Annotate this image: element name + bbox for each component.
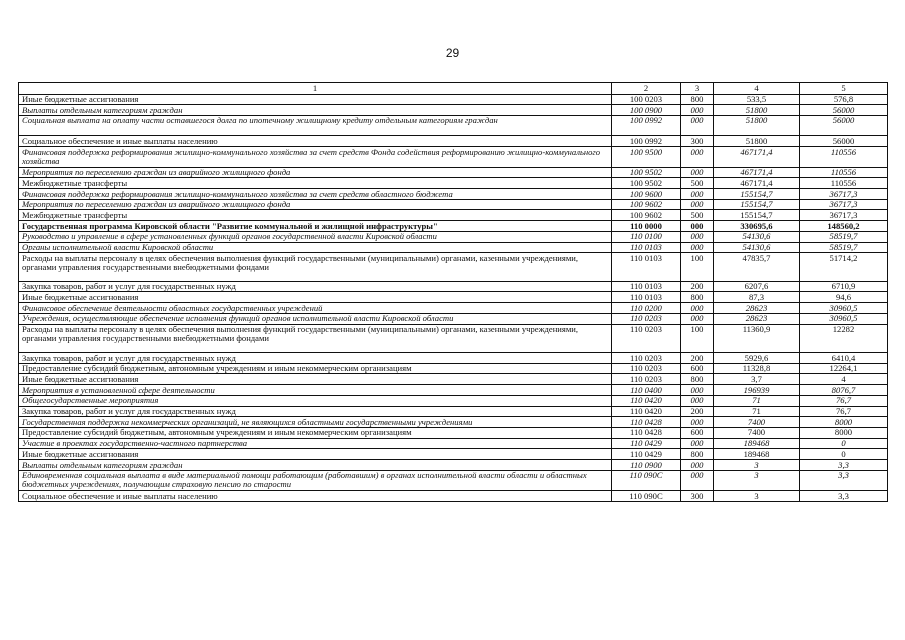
row-code-cell: 110 0103 xyxy=(612,242,681,253)
column-header-type: 3 xyxy=(681,83,714,95)
table-row xyxy=(19,395,888,406)
row-amount-4-cell: 11328,8 xyxy=(714,363,800,374)
table-row xyxy=(19,242,888,253)
row-amount-5-cell: 51714,2 xyxy=(800,253,888,282)
table-row xyxy=(19,363,888,374)
row-type-cell: 000 xyxy=(681,385,714,396)
row-type-cell: 000 xyxy=(681,147,714,168)
row-type-cell: 200 xyxy=(681,353,714,364)
row-type-cell: 000 xyxy=(681,417,714,428)
row-name-cell: Предоставление субсидий бюджетным, автономным учреждениям и иным некоммерческим организациям xyxy=(19,427,612,438)
row-name-cell: Мероприятия в установленной сфере деятельности xyxy=(19,385,612,396)
row-code-cell: 100 9500 xyxy=(612,147,681,168)
row-name-cell: Участие в проектах государственно-частного партнерства xyxy=(19,438,612,449)
row-amount-5-cell: 30960,5 xyxy=(800,313,888,324)
row-name-cell: Социальная выплата на оплату части оставшегося долга по ипотечному жилищному кредиту отдельным категориям граждан xyxy=(19,115,612,136)
row-amount-4-cell: 51800 xyxy=(714,115,800,136)
row-amount-4-cell: 533,5 xyxy=(714,94,800,105)
row-amount-4-cell: 51800 xyxy=(714,105,800,116)
row-type-cell: 800 xyxy=(681,292,714,303)
row-amount-4-cell: 196939 xyxy=(714,385,800,396)
table-row xyxy=(19,324,888,353)
row-name-cell: Выплаты отдельным категориям граждан xyxy=(19,460,612,471)
row-amount-5-cell: 3,3 xyxy=(800,470,888,491)
row-name-cell: Финансовое обеспечение деятельности областных государственных учреждений xyxy=(19,303,612,314)
row-name-cell: Государственная программа Кировской области "Развитие коммунальной и жилищной инфраструктуры" xyxy=(19,221,612,232)
row-amount-4-cell: 189468 xyxy=(714,449,800,460)
row-code-cell: 110 0420 xyxy=(612,406,681,417)
table-row xyxy=(19,438,888,449)
page-number: 29 xyxy=(445,46,460,60)
table-row xyxy=(19,353,888,364)
row-code-cell: 110 0203 xyxy=(612,313,681,324)
row-amount-5-cell: 36717,3 xyxy=(800,210,888,221)
row-type-cell: 800 xyxy=(681,94,714,105)
row-amount-5-cell: 8000 xyxy=(800,417,888,428)
row-code-cell: 110 0900 xyxy=(612,460,681,471)
row-amount-5-cell: 8076,7 xyxy=(800,385,888,396)
row-type-cell: 200 xyxy=(681,406,714,417)
row-code-cell: 100 9502 xyxy=(612,178,681,189)
row-code-cell: 110 0103 xyxy=(612,292,681,303)
row-type-cell: 000 xyxy=(681,438,714,449)
row-code-cell: 110 090C xyxy=(612,470,681,491)
row-type-cell: 000 xyxy=(681,460,714,471)
table-row xyxy=(19,313,888,324)
table-row xyxy=(19,460,888,471)
row-amount-5-cell: 8000 xyxy=(800,427,888,438)
row-type-cell: 100 xyxy=(681,253,714,282)
row-code-cell: 110 0203 xyxy=(612,374,681,385)
table-row xyxy=(19,406,888,417)
row-name-cell: Социальное обеспечение и иные выплаты населению xyxy=(19,136,612,147)
row-name-cell: Расходы на выплаты персоналу в целях обеспечения выполнения функций государственными (муниципальными) органами, казенными учреждениями, органами управления государственными внебюджетными фондами xyxy=(19,253,612,282)
row-type-cell: 000 xyxy=(681,242,714,253)
row-amount-4-cell: 155154,7 xyxy=(714,210,800,221)
table-row xyxy=(19,136,888,147)
row-code-cell: 110 0428 xyxy=(612,427,681,438)
row-type-cell: 500 xyxy=(681,178,714,189)
table-row xyxy=(19,470,888,491)
table-row xyxy=(19,115,888,136)
row-code-cell: 110 0200 xyxy=(612,303,681,314)
row-amount-4-cell: 6207,6 xyxy=(714,281,800,292)
row-name-cell: Предоставление субсидий бюджетным, автономным учреждениям и иным некоммерческим организациям xyxy=(19,363,612,374)
table-row xyxy=(19,189,888,200)
row-code-cell: 110 0420 xyxy=(612,395,681,406)
row-amount-4-cell: 155154,7 xyxy=(714,199,800,210)
row-code-cell: 110 0100 xyxy=(612,231,681,242)
row-name-cell: Иные бюджетные ассигнования xyxy=(19,449,612,460)
row-amount-5-cell: 110556 xyxy=(800,167,888,178)
row-code-cell: 110 0103 xyxy=(612,281,681,292)
row-name-cell: Социальное обеспечение и иные выплаты населению xyxy=(19,491,612,502)
row-name-cell: Государственная поддержка некоммерческих организаций, не являющихся областными государственными учреждениями xyxy=(19,417,612,428)
row-type-cell: 000 xyxy=(681,313,714,324)
table-row xyxy=(19,199,888,210)
table-row xyxy=(19,491,888,502)
column-header-code: 2 xyxy=(612,83,681,95)
row-amount-4-cell: 47835,7 xyxy=(714,253,800,282)
row-amount-4-cell: 7400 xyxy=(714,427,800,438)
row-code-cell: 110 0103 xyxy=(612,253,681,282)
row-name-cell: Мероприятия по переселению граждан из аварийного жилищного фонда xyxy=(19,167,612,178)
row-name-cell: Закупка товаров, работ и услуг для государственных нужд xyxy=(19,406,612,417)
row-type-cell: 300 xyxy=(681,491,714,502)
row-code-cell: 110 090C xyxy=(612,491,681,502)
table-row xyxy=(19,449,888,460)
row-type-cell: 800 xyxy=(681,374,714,385)
table-row xyxy=(19,178,888,189)
row-type-cell: 000 xyxy=(681,470,714,491)
row-amount-4-cell: 155154,7 xyxy=(714,189,800,200)
row-amount-5-cell: 4 xyxy=(800,374,888,385)
row-code-cell: 110 0400 xyxy=(612,385,681,396)
row-type-cell: 000 xyxy=(681,221,714,232)
row-amount-5-cell: 12264,1 xyxy=(800,363,888,374)
row-amount-5-cell: 6410,4 xyxy=(800,353,888,364)
row-amount-5-cell: 110556 xyxy=(800,178,888,189)
table-row xyxy=(19,374,888,385)
row-code-cell: 110 0428 xyxy=(612,417,681,428)
row-type-cell: 600 xyxy=(681,427,714,438)
row-code-cell: 110 0203 xyxy=(612,324,681,353)
row-amount-5-cell: 56000 xyxy=(800,105,888,116)
row-amount-4-cell: 3 xyxy=(714,491,800,502)
row-code-cell: 100 9502 xyxy=(612,167,681,178)
row-amount-4-cell: 51800 xyxy=(714,136,800,147)
row-amount-5-cell: 3,3 xyxy=(800,491,888,502)
row-name-cell: Расходы на выплаты персоналу в целях обеспечения выполнения функций государственными (муниципальными) органами, казенными учреждениями, органами управления государственными внебюджетными фондами xyxy=(19,324,612,353)
row-amount-5-cell: 36717,3 xyxy=(800,199,888,210)
table-row xyxy=(19,281,888,292)
row-name-cell: Учреждения, осуществляющие обеспечение исполнения функций органов исполнительной власти Кировской области xyxy=(19,313,612,324)
row-amount-5-cell: 0 xyxy=(800,449,888,460)
row-type-cell: 000 xyxy=(681,199,714,210)
row-amount-5-cell: 6710,9 xyxy=(800,281,888,292)
row-type-cell: 300 xyxy=(681,136,714,147)
row-amount-5-cell: 58519,7 xyxy=(800,231,888,242)
row-amount-5-cell: 36717,3 xyxy=(800,189,888,200)
row-amount-4-cell: 189468 xyxy=(714,438,800,449)
row-type-cell: 600 xyxy=(681,363,714,374)
table-row xyxy=(19,94,888,105)
row-code-cell: 110 0000 xyxy=(612,221,681,232)
row-type-cell: 000 xyxy=(681,167,714,178)
column-header-name: 1 xyxy=(19,83,612,95)
table-row xyxy=(19,231,888,242)
row-amount-4-cell: 3,7 xyxy=(714,374,800,385)
table-row xyxy=(19,417,888,428)
table-row xyxy=(19,292,888,303)
row-amount-5-cell: 0 xyxy=(800,438,888,449)
table-row xyxy=(19,303,888,314)
row-amount-4-cell: 330695,6 xyxy=(714,221,800,232)
row-type-cell: 000 xyxy=(681,115,714,136)
row-amount-5-cell: 12282 xyxy=(800,324,888,353)
column-header-amount-4: 4 xyxy=(714,83,800,95)
row-name-cell: Межбюджетные трансферты xyxy=(19,178,612,189)
row-code-cell: 100 0992 xyxy=(612,115,681,136)
row-amount-4-cell: 467171,4 xyxy=(714,147,800,168)
table-row xyxy=(19,210,888,221)
table-row xyxy=(19,385,888,396)
row-name-cell: Закупка товаров, работ и услуг для государственных нужд xyxy=(19,281,612,292)
row-amount-5-cell: 110556 xyxy=(800,147,888,168)
row-amount-4-cell: 7400 xyxy=(714,417,800,428)
table-row xyxy=(19,105,888,116)
row-amount-4-cell: 467171,4 xyxy=(714,167,800,178)
row-type-cell: 800 xyxy=(681,449,714,460)
row-amount-5-cell: 58519,7 xyxy=(800,242,888,253)
row-name-cell: Мероприятия по переселению граждан из аварийного жилищного фонда xyxy=(19,199,612,210)
row-type-cell: 100 xyxy=(681,324,714,353)
row-name-cell: Иные бюджетные ассигнования xyxy=(19,374,612,385)
row-amount-4-cell: 5929,6 xyxy=(714,353,800,364)
row-amount-4-cell: 28623 xyxy=(714,303,800,314)
row-type-cell: 000 xyxy=(681,189,714,200)
row-amount-5-cell: 576,8 xyxy=(800,94,888,105)
row-amount-4-cell: 87,3 xyxy=(714,292,800,303)
row-code-cell: 100 9600 xyxy=(612,189,681,200)
row-name-cell: Руководство и управление в сфере установленных функций органов государственной власти Кировской области xyxy=(19,231,612,242)
table-row xyxy=(19,427,888,438)
row-name-cell: Финансовая поддержка реформирования жилищно-коммунального хозяйства за счет средств областного бюджета xyxy=(19,189,612,200)
row-amount-5-cell: 76,7 xyxy=(800,406,888,417)
row-type-cell: 000 xyxy=(681,303,714,314)
row-code-cell: 110 0429 xyxy=(612,438,681,449)
table-header-row xyxy=(19,83,888,95)
row-amount-5-cell: 56000 xyxy=(800,136,888,147)
row-amount-4-cell: 28623 xyxy=(714,313,800,324)
row-amount-4-cell: 71 xyxy=(714,406,800,417)
row-code-cell: 100 9602 xyxy=(612,210,681,221)
row-name-cell: Закупка товаров, работ и услуг для государственных нужд xyxy=(19,353,612,364)
row-amount-4-cell: 71 xyxy=(714,395,800,406)
row-name-cell: Органы исполнительной власти Кировской области xyxy=(19,242,612,253)
row-code-cell: 110 0203 xyxy=(612,363,681,374)
row-amount-4-cell: 11360,9 xyxy=(714,324,800,353)
row-amount-4-cell: 54130,6 xyxy=(714,242,800,253)
row-type-cell: 000 xyxy=(681,395,714,406)
table-row xyxy=(19,167,888,178)
row-type-cell: 500 xyxy=(681,210,714,221)
row-amount-4-cell: 467171,4 xyxy=(714,178,800,189)
row-code-cell: 100 0992 xyxy=(612,136,681,147)
row-name-cell: Иные бюджетные ассигнования xyxy=(19,94,612,105)
row-code-cell: 110 0429 xyxy=(612,449,681,460)
budget-table xyxy=(18,82,888,502)
table-row xyxy=(19,253,888,282)
row-amount-4-cell: 3 xyxy=(714,470,800,491)
table-row xyxy=(19,221,888,232)
row-amount-4-cell: 54130,6 xyxy=(714,231,800,242)
row-code-cell: 110 0203 xyxy=(612,353,681,364)
row-amount-5-cell: 148560,2 xyxy=(800,221,888,232)
row-amount-5-cell: 3,3 xyxy=(800,460,888,471)
row-type-cell: 200 xyxy=(681,281,714,292)
row-name-cell: Общегосударственные мероприятия xyxy=(19,395,612,406)
row-amount-5-cell: 94,6 xyxy=(800,292,888,303)
row-code-cell: 100 0900 xyxy=(612,105,681,116)
row-type-cell: 000 xyxy=(681,231,714,242)
row-code-cell: 100 0203 xyxy=(612,94,681,105)
row-amount-5-cell: 30960,5 xyxy=(800,303,888,314)
table-row xyxy=(19,147,888,168)
row-code-cell: 100 9602 xyxy=(612,199,681,210)
row-name-cell: Иные бюджетные ассигнования xyxy=(19,292,612,303)
row-amount-4-cell: 3 xyxy=(714,460,800,471)
row-name-cell: Выплаты отдельным категориям граждан xyxy=(19,105,612,116)
row-amount-5-cell: 56000 xyxy=(800,115,888,136)
row-name-cell: Финансовая поддержка реформирования жилищно-коммунального хозяйства за счет средств Фонда содействия реформированию жилищно-коммунального хозяйства xyxy=(19,147,612,168)
table-body xyxy=(19,94,888,501)
column-header-amount-5: 5 xyxy=(800,83,888,95)
row-type-cell: 000 xyxy=(681,105,714,116)
row-name-cell: Единовременная социальная выплата в виде материальной помощи работающим (работавшим) в органах исполнительной власти области и областных бюджетных учреждениях, получающим страховую пенсию по старости xyxy=(19,470,612,491)
row-amount-5-cell: 76,7 xyxy=(800,395,888,406)
row-name-cell: Межбюджетные трансферты xyxy=(19,210,612,221)
